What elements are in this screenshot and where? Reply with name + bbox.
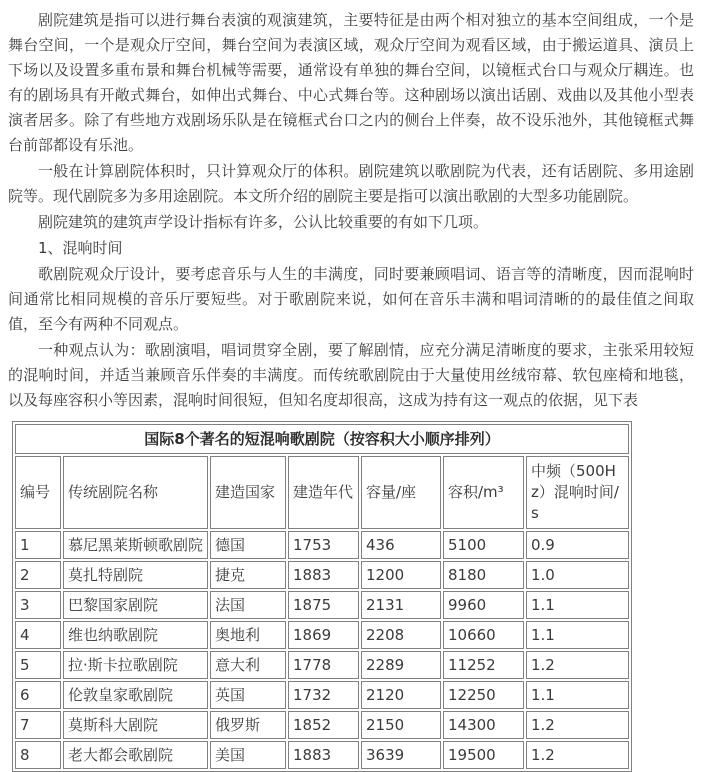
cell-reverb-time: 1.2 (526, 741, 629, 769)
opera-house-table (12, 421, 632, 772)
column-header-country: 建造国家 (210, 456, 286, 529)
cell-volume: 10660 (443, 621, 524, 649)
cell-country: 捷克 (210, 561, 286, 589)
cell-capacity: 2289 (361, 651, 441, 679)
cell-country: 俄罗斯 (210, 711, 286, 739)
column-header-volume: 容积/m³ (443, 456, 524, 529)
table-row (15, 741, 629, 769)
cell-country: 德国 (210, 531, 286, 559)
paragraph-viewpoint-short-reverb: 一种观点认为：歌剧演唱，唱词贯穿全剧，要了解剧情，应充分满足清晰度的要求，主张采用较短的混响时间，并适当兼顾音乐伴奏的丰满度。而传统歌剧院由于大量使用丝绒帘幕、软包座椅和地毯，以及每座容积小等因素，混响时间很短，但知名度却很高，这成为持有这一观点的依据，见下表 (8, 341, 694, 409)
paragraph-volume-calculation: 一般在计算剧院体积时，只计算观众厅的体积。剧院建筑以歌剧院为代表，还有话剧院、多用途剧院等。现代剧院多为多用途剧院。本文所介绍的剧院主要是指可以演出歌剧的大型多功能剧院。 (8, 162, 694, 205)
paragraph-opera-house-design: 歌剧院观众厅设计，要考虑音乐与人生的丰满度，同时要兼顾唱词、语言等的清晰度，因而混响时间通常比相同规模的音乐厅要短些。对于歌剧院来说，如何在音乐丰满和唱词清晰的的最佳值之间取值，至今有两种不同观点。 (8, 265, 694, 333)
cell-theatre-name: 莫扎特剧院 (63, 561, 208, 589)
cell-capacity: 2131 (361, 591, 441, 619)
cell-year-built: 1732 (288, 681, 359, 709)
table-row (15, 681, 629, 709)
table-row (15, 531, 629, 559)
cell-number: 7 (15, 711, 61, 739)
column-header-capacity: 容量/座 (361, 456, 441, 529)
cell-theatre-name: 莫斯科大剧院 (63, 711, 208, 739)
cell-number: 1 (15, 531, 61, 559)
cell-theatre-name: 慕尼黑莱斯顿歌剧院 (63, 531, 208, 559)
table-header-row (15, 456, 629, 529)
cell-year-built: 1883 (288, 741, 359, 769)
cell-theatre-name: 巴黎国家剧院 (63, 591, 208, 619)
cell-year-built: 1869 (288, 621, 359, 649)
column-header-year-built: 建造年代 (288, 456, 359, 529)
cell-theatre-name: 老大都会歌剧院 (63, 741, 208, 769)
cell-year-built: 1778 (288, 651, 359, 679)
cell-capacity: 2120 (361, 681, 441, 709)
cell-year-built: 1852 (288, 711, 359, 739)
table-row (15, 711, 629, 739)
cell-country: 意大利 (210, 651, 286, 679)
cell-number: 4 (15, 621, 61, 649)
cell-theatre-name: 维也纳歌剧院 (63, 621, 208, 649)
cell-country: 英国 (210, 681, 286, 709)
cell-reverb-time: 0.9 (526, 531, 629, 559)
table-row (15, 651, 629, 679)
cell-reverb-time: 1.2 (526, 651, 629, 679)
column-header-theatre-name: 传统剧院名称 (63, 456, 208, 529)
cell-country: 美国 (210, 741, 286, 769)
cell-year-built: 1875 (288, 591, 359, 619)
cell-country: 奥地利 (210, 621, 286, 649)
cell-year-built: 1753 (288, 531, 359, 559)
cell-volume: 14300 (443, 711, 524, 739)
cell-volume: 11252 (443, 651, 524, 679)
table-body (15, 531, 629, 769)
table-row (15, 561, 629, 589)
cell-capacity: 1200 (361, 561, 441, 589)
paragraph-acoustic-indicators: 剧院建筑的建筑声学设计指标有许多，公认比较重要的有如下几项。 (38, 213, 489, 231)
cell-reverb-time: 1.0 (526, 561, 629, 589)
cell-country: 法国 (210, 591, 286, 619)
cell-number: 6 (15, 681, 61, 709)
column-header-number: 编号 (15, 456, 61, 529)
cell-number: 5 (15, 651, 61, 679)
cell-reverb-time: 1.1 (526, 621, 629, 649)
cell-year-built: 1883 (288, 561, 359, 589)
cell-number: 3 (15, 591, 61, 619)
table-row (15, 621, 629, 649)
section-heading-reverberation-time: 1、混响时间 (38, 239, 123, 257)
cell-number: 2 (15, 561, 61, 589)
cell-capacity: 2150 (361, 711, 441, 739)
cell-volume: 19500 (443, 741, 524, 769)
cell-number: 8 (15, 741, 61, 769)
cell-theatre-name: 伦敦皇家歌剧院 (63, 681, 208, 709)
cell-reverb-time: 1.2 (526, 711, 629, 739)
table-title-row (15, 424, 629, 454)
table-title: 国际8个著名的短混响歌剧院（按容积大小顺序排列） (15, 424, 629, 454)
cell-reverb-time: 1.1 (526, 591, 629, 619)
cell-volume: 12250 (443, 681, 524, 709)
cell-capacity: 436 (361, 531, 441, 559)
cell-capacity: 3639 (361, 741, 441, 769)
cell-reverb-time: 1.1 (526, 681, 629, 709)
cell-theatre-name: 拉·斯卡拉歌剧院 (63, 651, 208, 679)
cell-volume: 8180 (443, 561, 524, 589)
table-row (15, 591, 629, 619)
column-header-reverb-time: 中频（500Hz）混响时间/s (526, 456, 629, 529)
cell-volume: 9960 (443, 591, 524, 619)
paragraph-theatre-definition: 剧院建筑是指可以进行舞台表演的观演建筑，主要特征是由两个相对独立的基本空间组成，一个是舞台空间，一个是观众厅空间，舞台空间为表演区域，观众厅空间为观看区域，由于搬运道具、演员上下场以及设置多重布景和舞台机械等需要，通常设有单独的舞台空间，以镜框式台口与观众厅耦连。也有的剧场具有开敞式舞台，如伸出式舞台、中心式舞台等。这种剧场以演出话剧、戏曲以及其他小型表演者居多。除了有些地方戏剧场乐队是在镜框式台口之内的侧台上伴奏，故不设乐池外，其他镜框式舞台前部都设有乐池。 (8, 11, 694, 154)
cell-capacity: 2208 (361, 621, 441, 649)
cell-volume: 5100 (443, 531, 524, 559)
